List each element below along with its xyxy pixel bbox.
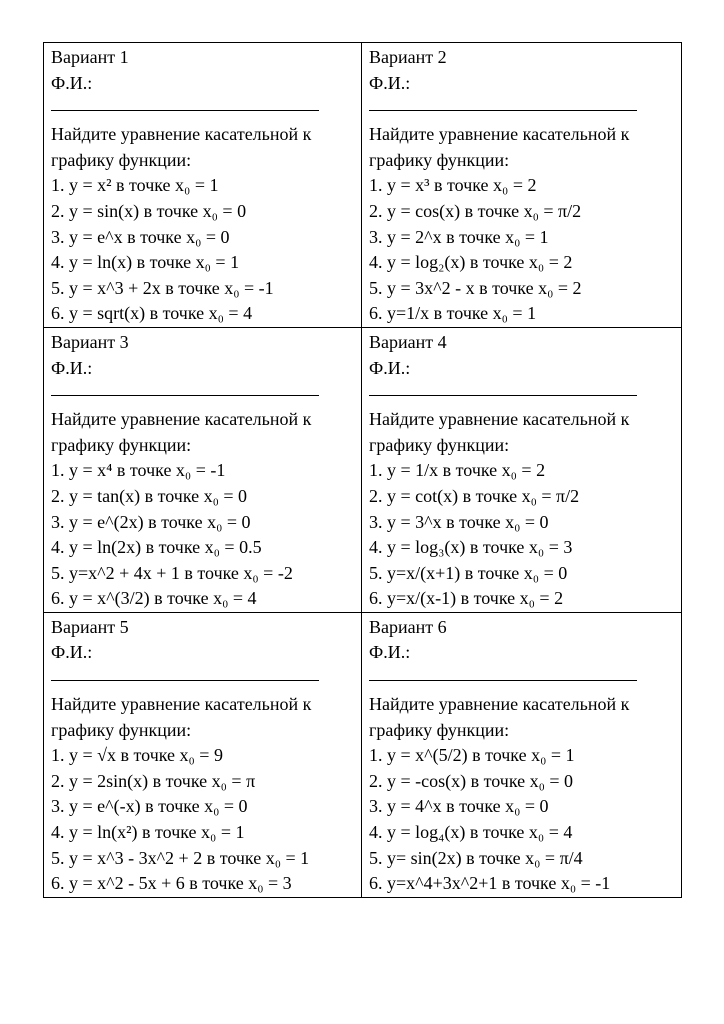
exercise-item: 4. y = ln(x) в точке x₀ = 1 bbox=[51, 252, 240, 273]
exercise-item: 2. y = sin(x) в точке x₀ = 0 bbox=[51, 200, 247, 221]
name-blank-line[interactable] bbox=[369, 381, 637, 396]
exercise-item: 6. y = x^2 - 5x + 6 в точке x₀ = 3 bbox=[51, 873, 292, 894]
variant-title: Вариант 4 bbox=[369, 331, 447, 352]
exercise-item: 2. y = tan(x) в точке x₀ = 0 bbox=[51, 485, 248, 506]
exercise-item: 4. y = ln(x²) в точке x₀ = 1 bbox=[51, 822, 245, 843]
exercise-item: 4. y = log₄(x) в точке x₀ = 4 bbox=[369, 822, 573, 843]
task-text: графику функции: bbox=[51, 149, 192, 170]
variant-title: Вариант 3 bbox=[51, 331, 129, 352]
variant-title: Вариант 1 bbox=[51, 47, 129, 67]
name-field-label: Ф.И.: bbox=[369, 357, 411, 378]
exercise-item: 3. y = 3^x в точке x₀ = 0 bbox=[369, 511, 549, 532]
name-blank-line[interactable] bbox=[51, 666, 319, 681]
task-text: Найдите уравнение касательной к bbox=[369, 409, 630, 430]
exercise-item: 2. y = cos(x) в точке x₀ = π/2 bbox=[369, 200, 582, 221]
exercise-item: 6. y=x^4+3x^2+1 в точке x₀ = -1 bbox=[369, 873, 611, 894]
task-text: Найдите уравнение касательной к bbox=[51, 694, 312, 715]
exercise-item: 3. y = 4^x в точке x₀ = 0 bbox=[369, 796, 549, 817]
task-text: графику функции: bbox=[369, 719, 510, 740]
task-text: Найдите уравнение касательной к bbox=[51, 409, 312, 430]
exercise-item: 1. y = x⁴ в точке x₀ = -1 bbox=[51, 460, 226, 481]
exercise-item: 2. y = 2sin(x) в точке x₀ = π bbox=[51, 770, 256, 791]
name-field-label: Ф.И.: bbox=[51, 642, 93, 663]
variant-card bbox=[362, 612, 682, 897]
name-field-label: Ф.И.: bbox=[369, 642, 411, 663]
exercise-item: 6. y=x/(x-1) в точке x₀ = 2 bbox=[369, 588, 564, 609]
exercise-item: 3. y = e^x в точке x₀ = 0 bbox=[51, 226, 230, 247]
exercise-item: 5. y=x^2 + 4x + 1 в точке x₀ = -2 bbox=[51, 562, 293, 583]
variant-card bbox=[44, 612, 362, 897]
task-text: графику функции: bbox=[369, 434, 510, 455]
task-text: графику функции: bbox=[51, 434, 192, 455]
variant-title: Вариант 6 bbox=[369, 616, 447, 637]
exercise-item: 3. y = e^(2x) в точке x₀ = 0 bbox=[51, 511, 251, 532]
variant-card bbox=[44, 43, 362, 328]
task-text: Найдите уравнение касательной к bbox=[51, 124, 312, 145]
exercise-item: 2. y = cot(x) в точке x₀ = π/2 bbox=[369, 485, 580, 506]
exercise-item: 1. y = √x в точке x₀ = 9 bbox=[51, 745, 223, 766]
exercise-item: 6. y = x^(3/2) в точке x₀ = 4 bbox=[51, 588, 257, 609]
exercise-item: 5. y= sin(2x) в точке x₀ = π/4 bbox=[369, 847, 583, 868]
exercise-item: 3. y = 2^x в точке x₀ = 1 bbox=[369, 226, 549, 247]
exercise-item: 2. y = -cos(x) в точке x₀ = 0 bbox=[369, 770, 574, 791]
exercise-item: 6. y=1/x в точке x₀ = 1 bbox=[369, 303, 537, 324]
exercise-item: 1. y = x² в точке x₀ = 1 bbox=[51, 175, 219, 196]
worksheet-row bbox=[44, 43, 682, 328]
variant-card bbox=[362, 327, 682, 612]
exercise-item: 5. y=x/(x+1) в точке x₀ = 0 bbox=[369, 562, 568, 583]
variant-card bbox=[44, 327, 362, 612]
exercise-item: 4. y = log₃(x) в точке x₀ = 3 bbox=[369, 537, 573, 558]
worksheet-row bbox=[44, 327, 682, 612]
task-text: Найдите уравнение касательной к bbox=[369, 694, 630, 715]
worksheet-table bbox=[43, 42, 682, 898]
exercise-item: 1. y = x^(5/2) в точке x₀ = 1 bbox=[369, 745, 575, 766]
task-text: графику функции: bbox=[51, 719, 192, 740]
variant-title: Вариант 2 bbox=[369, 47, 447, 67]
variant-title: Вариант 5 bbox=[51, 616, 129, 637]
task-text: Найдите уравнение касательной к bbox=[369, 124, 630, 145]
name-field-label: Ф.И.: bbox=[369, 72, 411, 93]
exercise-item: 4. y = log₂(x) в точке x₀ = 2 bbox=[369, 252, 573, 273]
worksheet-row bbox=[44, 612, 682, 897]
name-field-label: Ф.И.: bbox=[51, 72, 93, 93]
variant-card bbox=[362, 43, 682, 328]
name-field-label: Ф.И.: bbox=[51, 357, 93, 378]
exercise-item: 1. y = x³ в точке x₀ = 2 bbox=[369, 175, 537, 196]
exercise-item: 5. y = x^3 + 2x в точке x₀ = -1 bbox=[51, 277, 274, 298]
name-blank-line[interactable] bbox=[51, 96, 319, 111]
exercise-item: 1. y = 1/x в точке x₀ = 2 bbox=[369, 460, 546, 481]
task-text: графику функции: bbox=[369, 149, 510, 170]
exercise-item: 6. y = sqrt(x) в точке x₀ = 4 bbox=[51, 303, 253, 324]
name-blank-line[interactable] bbox=[369, 666, 637, 681]
name-blank-line[interactable] bbox=[51, 381, 319, 396]
exercise-item: 5. y = x^3 - 3x^2 + 2 в точке x₀ = 1 bbox=[51, 847, 310, 868]
exercise-item: 3. y = e^(-x) в точке x₀ = 0 bbox=[51, 796, 248, 817]
exercise-item: 5. y = 3x^2 - x в точке x₀ = 2 bbox=[369, 277, 582, 298]
name-blank-line[interactable] bbox=[369, 96, 637, 111]
exercise-item: 4. y = ln(2x) в точке x₀ = 0.5 bbox=[51, 537, 262, 558]
